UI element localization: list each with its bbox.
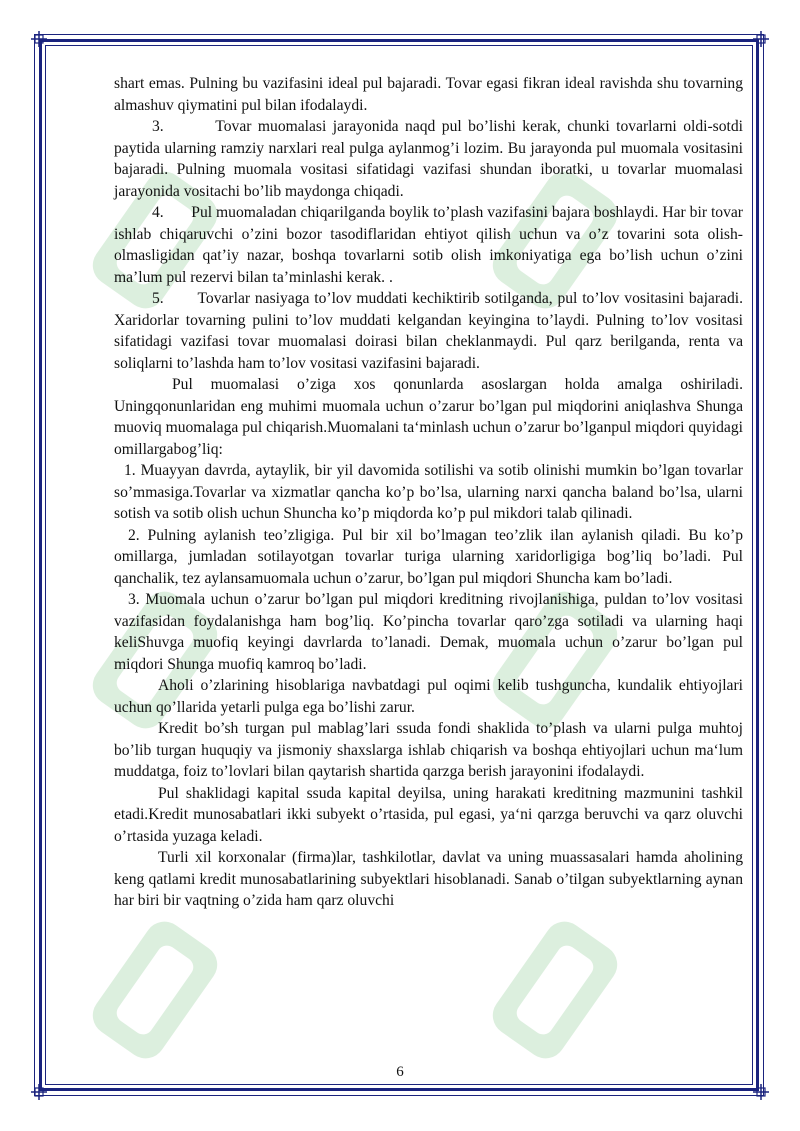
list-item: 1. Muayyan davrda, aytaylik, bir yil davomida sotilishi va sotib olinishi mumkin bo’lgan tovarlar so’mmasiga.Tovarlar va xizmatlar qancha ko’p bo’lsa, ularning narxi qancha baland bo’lsa, ularni sotish va sotib olish uchun Shuncha ko’p miqdorda ko’p pul mikdori talab qilinadi. <box>114 462 743 522</box>
paragraph: shart emas. Pulning bu vazifasini ideal pul bajaradi. Tovar egasi fikran ideal ravishda shu tovarning almashuv qiymatini pul bilan ifodalaydi. <box>114 75 743 114</box>
corner-ornament-icon <box>751 29 771 49</box>
paragraph: Turli xil korxonalar (firma)lar, tashkilotlar, davlat va uning muassasalari hamda aholining keng qatlami kredit munosabatlarining subyektlari hisoblanadi. Sanab o’tilgan subyektlarning aynan har biri bir vaqtning o’zida ham qarz oluvchi <box>114 849 743 909</box>
paragraph: Kredit bo’sh turgan pul mablag’lari ssuda fondi shaklida to’plash va ularni pulga muhtoj bo’lib turgan huquqiy va jismoniy shaxslarga ishlab chiqarish va boshqa ehtiyojlari uchun ma‘lum muddatga, foiz to’lovlari bilan qaytarish shartida qarzga berish jarayonini ifodalaydi. <box>114 720 743 780</box>
list-item: 2. Pulning aylanish teo’zligiga. Pul bir xil bo’lmagan teo’zlik ilan aylanish qiladi. Bu ko’p omillarga, jumladan sotilayotgan tovarlar turiga ularning xaridorligiga bog’liq bo’ladi. Pul qanchalik, tez aylansamuomala uchun o’zarur, bo’lgan pul miqdori Shuncha kam bo’ladi. <box>114 526 743 587</box>
list-item: 3. Muomala uchun o’zarur bo’lgan pul miqdori kreditning rivojlanishiga, puldan to’lov vositasi vazifasidan foydalanishga ham bog’liq. Ko’pincha tovarlar qaro’zga sotiladi va ularning haqi keliShuvga muofiq keyingi davrlarda to’lanadi. Demak, muomala uchun o’zarur bo’lgan pul miqdori Shunga muofiq kamroq bo’ladi. <box>114 591 743 673</box>
page-number: 6 <box>396 1064 404 1080</box>
paragraph: Pul muomalasi o’ziga xos qonunlarda asoslargan holda amalga oshiriladi. Uningqonunlaridan eng muhimi muomala uchun o’zarur bo’lgan pul miqdorini aniqlashva Shunga muoviq muomalaga pul chiqarish.Muomalani ta‘minlash uchun o’zarur bo’lganpul miqdori quyidagi omillargabog’liq: <box>114 376 743 458</box>
document-body <box>114 73 743 912</box>
corner-ornament-icon <box>29 29 49 49</box>
paragraph: Aholi o’zlarining hisoblariga navbatdagi pul oqimi kelib tushguncha, kundalik ehtiyojlari uchun qo’llarida yetarli pulga ega bo’lishi zarur. <box>114 677 743 716</box>
corner-ornament-icon <box>751 1082 771 1102</box>
numbered-paragraph: 3. Tovar muomalasi jarayonida naqd pul bo’lishi kerak, chunki tovarlarni oldi-sotdi paytida ularning ramziy narxlari real pulga aylanmog’i lozim. Bu jarayonda pul muomala vositasini bajaradi. Pulning muomala vositasi sifatidagi vazifasi shundan iboratki, u tovarlar muomalasi jarayonida vositachi bo’lib maydonga chiqadi. <box>114 118 743 200</box>
numbered-paragraph: 5. Tovarlar nasiyaga to’lov muddati kechiktirib sotilganda, pul to’lov vositasini bajaradi. Xaridorlar tovarning pulini to’lov muddati kelgandan keyingina to’laydi. Pulning to’lov vositasi sifatidagi vazifasi tovar muomalasi doirasi bilan cheklanmaydi. Pul qarz berilganda, renta va soliqlarni to’lashda ham to’lov vositasi vazifasini bajaradi. <box>114 290 743 372</box>
paragraph: Pul shaklidagi kapital ssuda kapital deyilsa, uning harakati kreditning mazmunini tashkil etadi.Kredit munosabatlari ikki subyekt o’rtasida, pul egasi, ya‘ni qarzga beruvchi va qarz oluvchi o’rtasida yuzaga keladi. <box>114 784 743 845</box>
corner-ornament-icon <box>29 1082 49 1102</box>
numbered-paragraph: 4. Pul muomaladan chiqarilganda boylik to’plash vazifasini bajara boshlaydi. Har bir tovar ishlab chiqaruvchi o’zini bozor tasodiflaridan ehtiyot qilish uchun va o’z tovarini sota olish- olmasligidan qat’iy nazar, boshqa tovarlarni sotib olish imkoniyatiga ega bo’lish uchun o’zini ma’lum pul rezervi bilan ta’minlashi kerak. . <box>114 204 743 286</box>
